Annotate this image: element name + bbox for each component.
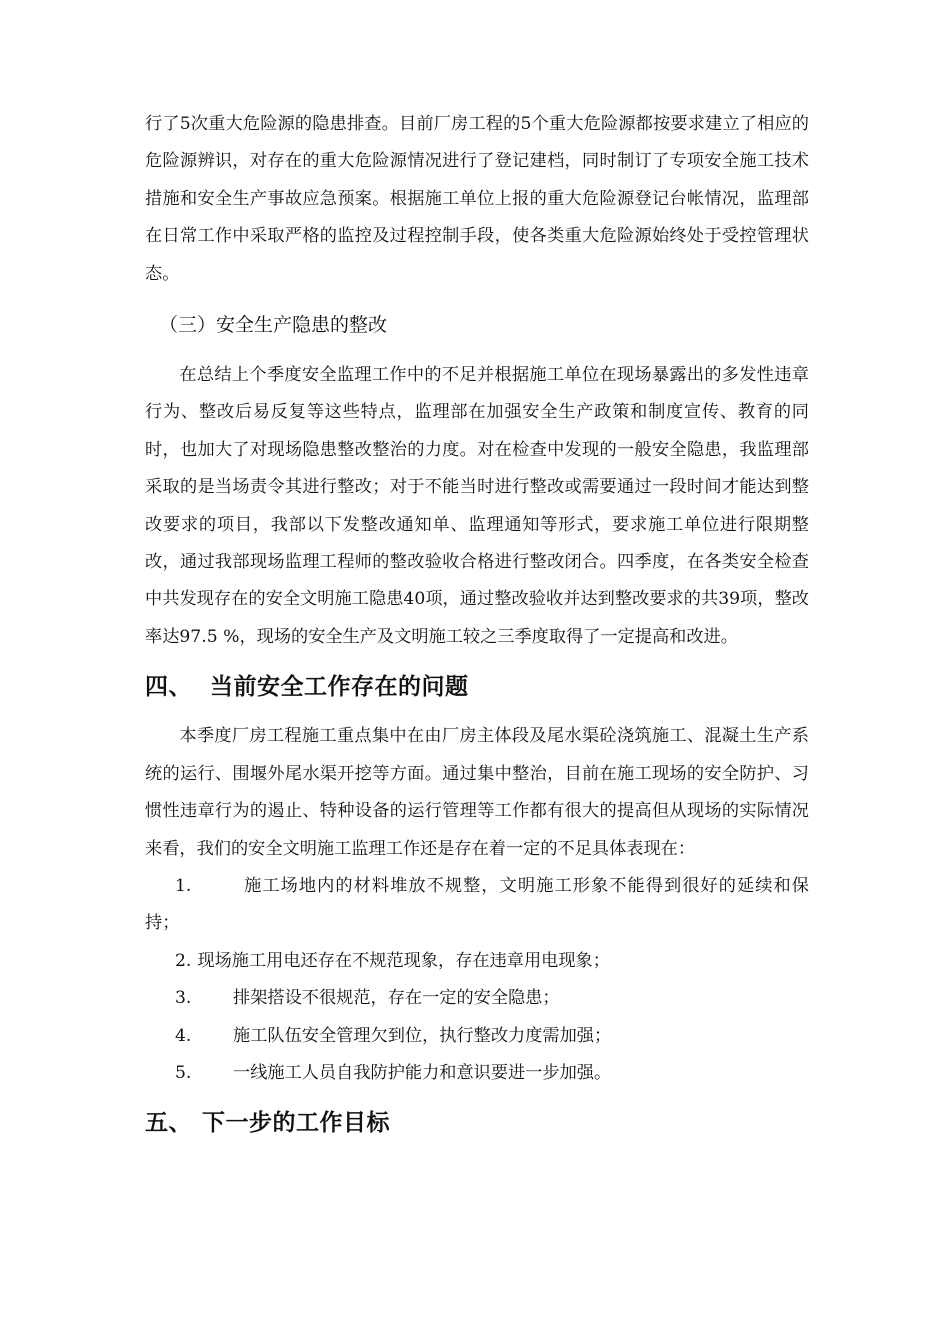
list-item-number: 5. bbox=[175, 1062, 192, 1083]
issue-list bbox=[145, 868, 809, 1092]
list-item-number: 4. bbox=[175, 1025, 192, 1046]
paragraph-quarter-focus: 本季度厂房工程施工重点集中在由厂房主体段及尾水渠砼浇筑施工、混凝土生产系统的运行、围堰外尾水渠开挖等方面。通过集中整治，目前在施工现场的安全防护、习惯性违章行为的遏止、特种设备的运行管理等工作都有很大的提高但从现场的实际情况来看，我们的安全文明施工监理工作还是存在着一定的不足具体表现在： bbox=[145, 726, 809, 859]
section-heading-next-goals bbox=[145, 1098, 809, 1148]
list-item-number: 1. bbox=[175, 875, 192, 896]
paragraph-hazard-sources: 行了5次重大危险源的隐患排查。目前厂房工程的5个重大危险源都按要求建立了相应的危险源辨识，对存在的重大危险源情况进行了登记建档，同时制订了专项安全施工技术措施和安全生产事故应急预案。根据施工单位上报的重大危险源登记台帐情况，监理部在日常工作中采取严格的监控及过程控制手段，使各类重大危险源始终处于受控管理状态。 bbox=[145, 114, 809, 284]
section-title: 下一步的工作目标 bbox=[202, 1110, 390, 1137]
section-heading-current-issues bbox=[145, 662, 809, 712]
list-item bbox=[145, 943, 809, 980]
list-item-text: 现场施工用电还存在不规范现象，存在违章用电现象； bbox=[197, 950, 610, 971]
section-title: 当前安全工作存在的问题 bbox=[210, 674, 469, 701]
list-item bbox=[145, 868, 809, 943]
list-item bbox=[145, 1055, 809, 1092]
list-item bbox=[145, 980, 809, 1017]
subheading-hazard-rectification: （三）安全生产隐患的整改 bbox=[159, 314, 388, 337]
list-item-text: 一线施工人员自我防护能力和意识要进一步加强。 bbox=[233, 1062, 612, 1083]
document-page bbox=[145, 106, 809, 1154]
list-item-number: 3. bbox=[175, 988, 192, 1009]
list-item-text: 施工队伍安全管理欠到位，执行整改力度需加强； bbox=[233, 1025, 612, 1046]
list-item bbox=[145, 1018, 809, 1055]
list-item-text: 排架搭设不很规范，存在一定的安全隐患； bbox=[233, 988, 560, 1009]
list-item-number: 2. bbox=[175, 950, 192, 971]
section-number: 四、 bbox=[145, 674, 192, 701]
section-number: 五、 bbox=[145, 1110, 192, 1137]
list-item-text: 施工场地内的材料堆放不规整，文明施工形象不能得到很好的延续和保持； bbox=[145, 875, 809, 934]
paragraph-rectification: 在总结上个季度安全监理工作中的不足并根据施工单位在现场暴露出的多发性违章行为、整改后易反复等这些特点，监理部在加强安全生产政策和制度宣传、教育的同时，也加大了对现场隐患整改整治的力度。对在检查中发现的一般安全隐患，我监理部采取的是当场责令其进行整改；对于不能当时进行整改或需要通过一段时间才能达到整改要求的项目，我部以下发整改通知单、监理通知等形式，要求施工单位进行限期整改，通过我部现场监理工程师的整改验收合格进行整改闭合。四季度，在各类安全检查中共发现存在的安全文明施工隐患40项，通过整改验收并达到整改要求的共39项，整改率达97.5 %，现场的安全生产及文明施工较之三季度取得了一定提高和改进。 bbox=[145, 365, 809, 647]
